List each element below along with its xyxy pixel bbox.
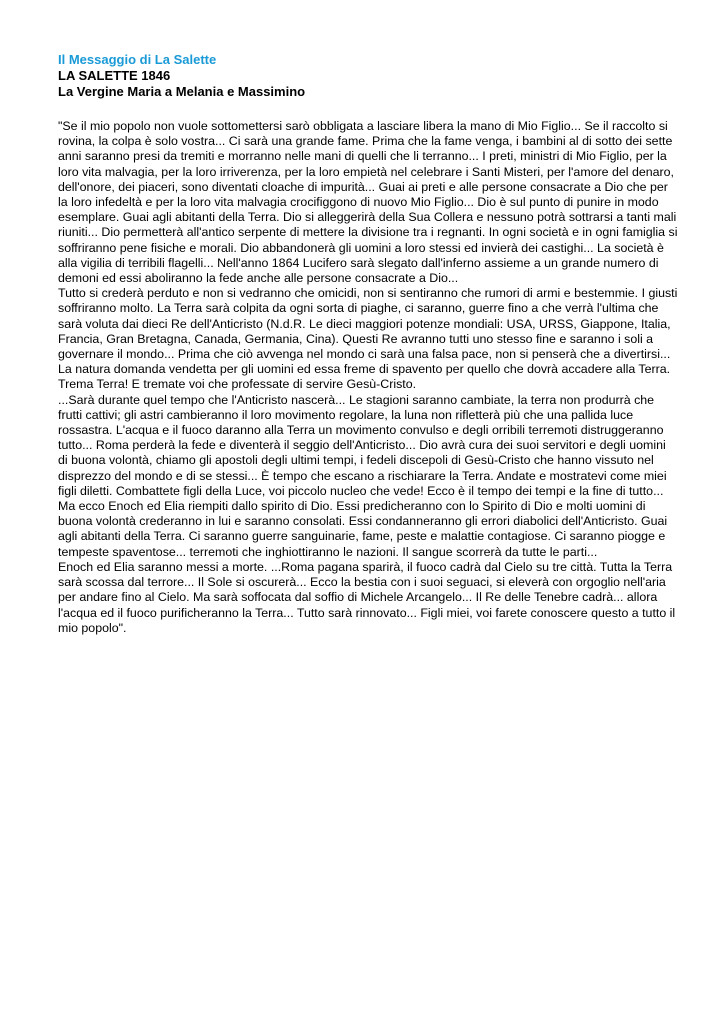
paragraph: Ma ecco Enoch ed Elia riempiti dallo spirito di Dio. Essi predicheranno con lo Spirito di Dio e molti uomini di buona volontà crederanno in lui e saranno consolati. Essi condanneranno gli errori diabolici dell'Anticristo. Guai agli abitanti della Terra. Ci saranno guerre sanguinarie, fame, peste e malattie contagiose. Ci saranno piogge e tempeste spaventose... terremoti che inghiottiranno le nazioni. Il sangue scorrerà da tutte le parti...	[58, 499, 668, 559]
paragraph: "Se il mio popolo non vuole sottomettersi sarò obbligata a lasciare libera la mano di Mio Figlio... Se il raccolto si rovina, la colpa è solo vostra... Ci sarà una grande fame. Prima che la fame venga, i bambini al di sotto dei sette anni saranno presi da tremiti e morranno nelle mani di quelli che li terranno... I preti, ministri di Mio Figlio, per la loro vita malvagia, per la loro irriverenza, per la loro empietà nel celebrare i Santi Misteri, per l'amore del denaro, dell'onore, dei piaceri, sono diventati cloache di impurità... Guai ai preti e alle persone consacrate a Dio che per la loro infedeltà e per la loro vita malvagia crocifiggono di nuovo Mio Figlio... Dio è sul punto di punire in modo esemplare. Guai agli abitanti della Terra. Dio si alleggerirà della Sua Collera e nessuno potrà sottrarsi a tanti mali riuniti... Dio permetterà all'antico serpente di mettere la divisione tra i regnanti. In ogni società e in ogni famiglia si soffriranno pene fisiche e morali. Dio abbandonerà gli uomini a loro stessi ed invierà dei castighi... La società è alla vigilia di terribili flagelli... Nell'anno 1864 Lucifero sarà slegato dall'inferno assieme a un grande numero di demoni ed essi aboliranno la fede anche alle persone consacrate a Dio...	[58, 119, 678, 286]
document-heading: La Vergine Maria a Melania e Massimino	[58, 84, 306, 99]
document-title: Il Messaggio di La Salette	[58, 52, 217, 67]
paragraph: ...Sarà durante quel tempo che l'Anticristo nascerà... Le stagioni saranno cambiate, la terra non produrrà che frutti cattivi; gli astri cambieranno il loro movimento regolare, la luna non rifletterà più che una pallida luce rossastra. L'acqua e il fuoco daranno alla Terra un movimento convulso e degli orribili terremoti distruggeranno tutto... Roma perderà la fede e diventerà il seggio dell'Anticristo... Dio avrà cura dei suoi servitori e degli uomini di buona volontà, chiamo gli apostoli degli ultimi tempi, i fedeli discepoli di Gesù-Cristo che hanno vissuto nel disprezzo del mondo e di se stessi... È tempo che escano a rischiarare la Terra. Andate e mostratevi come miei figli diletti. Combattete figli della Luce, voi piccolo nucleo che vede! Ecco è il tempo dei tempi e la fine di tutto...	[58, 392, 667, 498]
paragraph: Enoch ed Elia saranno messi a morte. ...Roma pagana sparirà, il fuoco cadrà dal Cielo su tre città. Tutta la Terra sarà scossa dal terrore... Il Sole si oscurerà... Ecco la bestia con i suoi seguaci, si eleverà con orgoglio nell'aria per andare fino al Cielo. Ma sarà soffocata dal soffio di Michele Arcangelo... Il Re delle Tenebre cadrà... allora l'acqua ed il fuoco purificheranno la Terra... Tutto sarà rinnovato... Figli miei, voi farete conoscere questo a tutto il mio popolo".	[58, 559, 676, 635]
document-body	[58, 119, 678, 636]
document-subtitle: LA SALETTE 1846	[58, 68, 171, 83]
document-page	[58, 52, 678, 636]
paragraph: Tutto si crederà perduto e non si vedranno che omicidi, non si sentiranno che rumori di armi e bestemmie. I giusti soffriranno molto. La Terra sarà colpita da ogni sorta di piaghe, ci saranno, guerre fino a che verrà l'ultima che sarà voluta dai dieci Re dell'Anticristo (N.d.R. Le dieci maggiori potenze mondiali: USA, URSS, Giappone, Italia, Francia, Gran Bretagna, Canada, Germania, Cina). Questi Re avranno tutti uno stesso fine e saranno i soli a governare il mondo... Prima che ciò avvenga nel mondo ci sarà una falsa pace, non si penserà che a divertirsi... La natura domanda vendetta per gli uomini ed essa freme di spavento per quello che dovrà accadere alla Terra. Trema Terra! E tremate voi che professate di servire Gesù-Cristo.	[58, 286, 678, 392]
